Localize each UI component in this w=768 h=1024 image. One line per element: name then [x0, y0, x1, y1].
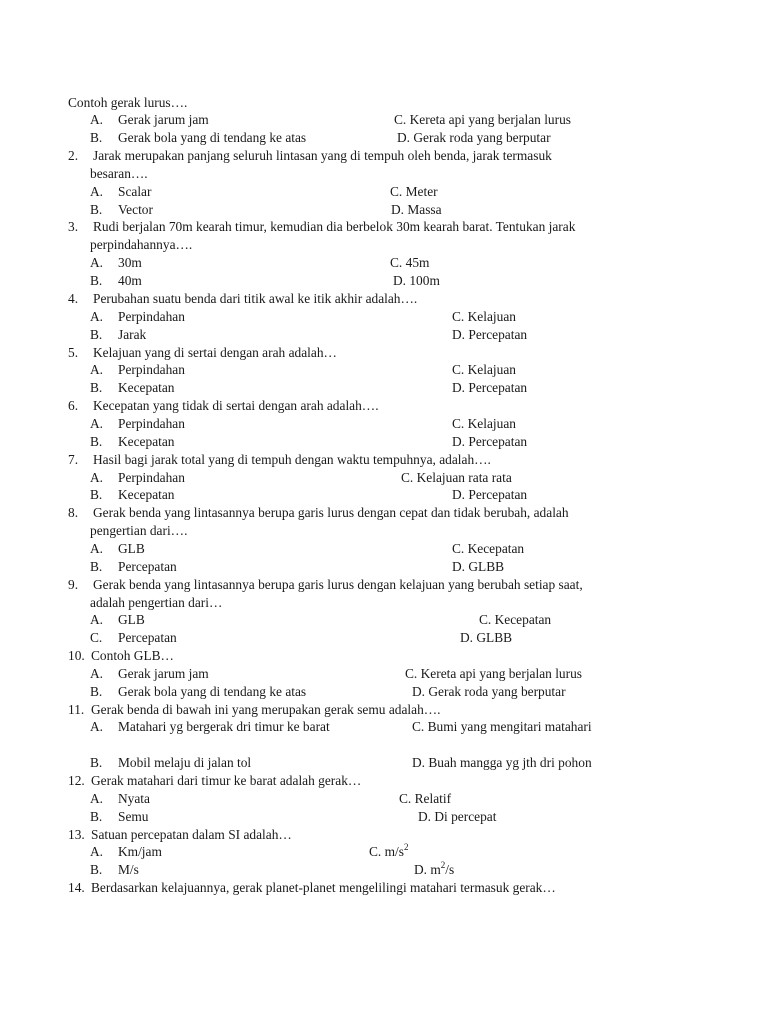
option-d: D. 100m — [393, 273, 440, 288]
question-5 — [0, 344, 768, 362]
question-number: 9. — [68, 577, 79, 592]
option-row — [0, 469, 768, 487]
option-a: Gerak jarum jam — [118, 666, 209, 681]
option-c: C. Kelajuan — [452, 416, 516, 431]
option-b: Semu — [118, 809, 149, 824]
option-a: Gerak jarum jam — [118, 112, 209, 127]
option-d: D. Buah mangga yg jth dri pohon — [412, 755, 592, 770]
question-stem: Jarak merupakan panjang seluruh lintasan yang di tempuh oleh benda, jarak termasuk — [93, 148, 552, 163]
option-a: Nyata — [118, 791, 150, 806]
option-d: D. Massa — [391, 202, 442, 217]
question-stem: Kecepatan yang tidak di sertai dengan arah adalah…. — [93, 398, 379, 413]
option-b: Gerak bola yang di tendang ke atas — [118, 684, 307, 699]
question-2 — [0, 147, 768, 165]
option-letter: B. — [90, 273, 103, 288]
option-row — [0, 808, 768, 826]
option-row — [0, 486, 768, 504]
option-b: Kecepatan — [118, 380, 175, 395]
option-letter: B. — [90, 809, 103, 824]
option-row — [0, 254, 768, 272]
question-number: 12. — [68, 773, 85, 788]
option-letter: B. — [90, 487, 103, 502]
question-8 — [0, 504, 768, 522]
option-row — [0, 540, 768, 558]
option-a: Km/jam — [118, 844, 162, 859]
option-row — [0, 843, 768, 861]
option-letter: B. — [90, 559, 103, 574]
question-stem: Gerak benda yang lintasannya berupa garis lurus dengan kelajuan yang berubah setiap saat, — [93, 577, 583, 592]
option-d: D. Percepatan — [452, 327, 528, 342]
question-number: 8. — [68, 505, 79, 520]
question-10 — [0, 647, 768, 665]
option-c: C. Kelajuan — [452, 362, 516, 377]
question-3 — [0, 218, 768, 236]
option-c: C. Kecepatan — [479, 612, 552, 627]
option-c: C. Bumi yang mengitari matahari — [412, 719, 592, 734]
question-14 — [0, 879, 768, 897]
question-stem-cont: pengertian dari…. — [90, 523, 188, 538]
option-letter: B. — [90, 755, 103, 770]
option-c: C. Kelajuan rata rata — [401, 470, 512, 485]
option-a: GLB — [118, 612, 145, 627]
option-d: D. Gerak roda yang berputar — [412, 684, 566, 699]
option-row — [0, 629, 768, 647]
option-letter: A. — [90, 719, 104, 734]
option-row — [0, 379, 768, 397]
question-7 — [0, 451, 768, 469]
question-stem: Gerak matahari dari timur ke barat adalah gerak… — [91, 773, 362, 788]
question-number: 7. — [68, 452, 79, 467]
question-stem: Kelajuan yang di sertai dengan arah adalah… — [93, 345, 337, 360]
question-4 — [0, 290, 768, 308]
question-number: 2. — [68, 148, 79, 163]
option-letter: A. — [90, 416, 104, 431]
option-b: Kecepatan — [118, 434, 175, 449]
question-1 — [0, 94, 768, 112]
option-d: D. Percepatan — [452, 380, 528, 395]
option-row — [0, 183, 768, 201]
option-row — [0, 361, 768, 379]
question-stem: Hasil bagi jarak total yang di tempuh dengan waktu tempuhnya, adalah…. — [93, 452, 491, 467]
question-stem: Berdasarkan kelajuannya, gerak planet-planet mengelilingi matahari termasuk gerak… — [91, 880, 556, 895]
question-stem: Rudi berjalan 70m kearah timur, kemudian dia berbelok 30m kearah barat. Tentukan jarak — [93, 219, 576, 234]
question-13 — [0, 826, 768, 844]
option-a: 30m — [118, 255, 142, 270]
option-b: Gerak bola yang di tendang ke atas — [118, 130, 307, 145]
option-row — [0, 683, 768, 701]
option-b: Mobil melaju di jalan tol — [118, 755, 252, 770]
option-letter: B. — [90, 434, 103, 449]
option-c: C. Meter — [390, 184, 438, 199]
option-c: C. $m/s^2$ — [369, 841, 409, 859]
option-c: C. Relatif — [399, 791, 452, 806]
question-stem-continuation — [0, 594, 768, 612]
question-stem-cont: besaran…. — [90, 166, 148, 181]
question-9 — [0, 576, 768, 594]
question-6 — [0, 397, 768, 415]
option-row — [0, 754, 768, 772]
option-letter: B. — [90, 380, 103, 395]
option-letter: A. — [90, 791, 104, 806]
option-letter: B. — [90, 862, 103, 877]
option-a: Perpindahan — [118, 416, 185, 431]
option-letter: A. — [90, 184, 104, 199]
option-letter: A. — [90, 362, 104, 377]
option-letter: A. — [90, 255, 104, 270]
option-row — [0, 790, 768, 808]
option-a: GLB — [118, 541, 145, 556]
option-letter: B. — [90, 202, 103, 217]
question-stem-continuation — [0, 165, 768, 183]
option-c: C. 45m — [390, 255, 430, 270]
question-number: 4. — [68, 291, 79, 306]
option-a: Matahari yg bergerak dri timur ke barat — [118, 719, 330, 734]
option-d: D. Percepatan — [452, 487, 528, 502]
option-letter: A. — [90, 612, 104, 627]
option-row — [0, 326, 768, 344]
option-b: Percepatan — [118, 559, 177, 574]
option-d: D. $m^2/s$ — [414, 859, 455, 877]
option-b: Jarak — [118, 327, 147, 342]
question-12 — [0, 772, 768, 790]
option-letter: A. — [90, 112, 104, 127]
option-letter: A. — [90, 470, 104, 485]
option-b: Vector — [118, 202, 153, 217]
question-number: 3. — [68, 219, 79, 234]
option-letter: A. — [90, 844, 104, 859]
option-c: C. Kereta api yang berjalan lurus — [394, 112, 571, 127]
option-letter: B. — [90, 130, 103, 145]
question-stem-continuation — [0, 522, 768, 540]
question-stem-cont: perpindahannya…. — [90, 237, 193, 252]
option-letter: A. — [90, 541, 104, 556]
question-stem-continuation — [0, 236, 768, 254]
question-stem: Perubahan suatu benda dari titik awal ke itik akhir adalah…. — [93, 291, 418, 306]
option-row — [0, 558, 768, 576]
option-b: Kecepatan — [118, 487, 175, 502]
option-row — [0, 665, 768, 683]
option-row — [0, 111, 768, 129]
question-number: 6. — [68, 398, 79, 413]
option-d: D. Di percepat — [418, 809, 497, 824]
superscript: 2 — [403, 841, 409, 852]
option-row — [0, 272, 768, 290]
question-number: 14. — [68, 880, 85, 895]
option-d: D. GLBB — [460, 630, 513, 645]
question-stem: Gerak benda yang lintasannya berupa garis lurus dengan cepat dan tidak berubah, adalah — [93, 505, 569, 520]
option-row — [0, 201, 768, 219]
option-b: 40m — [118, 273, 142, 288]
option-d: D. GLBB — [452, 559, 505, 574]
option-letter: B. — [90, 684, 103, 699]
option-row — [0, 308, 768, 326]
question-stem: Gerak benda di bawah ini yang merupakan gerak semu adalah…. — [91, 702, 441, 717]
option-row — [0, 129, 768, 147]
option-row — [0, 861, 768, 879]
option-row — [0, 433, 768, 451]
option-a: Perpindahan — [118, 362, 185, 377]
option-c: C. Kecepatan — [452, 541, 525, 556]
question-11 — [0, 701, 768, 719]
option-row — [0, 718, 768, 736]
option-a: Scalar — [118, 184, 152, 199]
option-d: D. Gerak roda yang berputar — [397, 130, 551, 145]
question-stem-cont: adalah pengertian dari… — [90, 595, 223, 610]
option-a: Perpindahan — [118, 309, 185, 324]
option-a: Perpindahan — [118, 470, 185, 485]
question-stem: Satuan percepatan dalam SI adalah… — [91, 827, 292, 842]
option-letter: B. — [90, 327, 103, 342]
question-number: 10. — [68, 648, 85, 663]
option-b: M/s — [118, 862, 139, 877]
option-d: D. Percepatan — [452, 434, 528, 449]
question-number: 5. — [68, 345, 79, 360]
option-letter: C. — [90, 630, 103, 645]
option-letter: A. — [90, 666, 104, 681]
question-number: 11. — [68, 702, 85, 717]
option-row — [0, 611, 768, 629]
option-b: Percepatan — [118, 630, 177, 645]
superscript: 2 — [440, 859, 446, 870]
question-stem: Contoh gerak lurus…. — [68, 95, 188, 110]
question-stem: Contoh GLB… — [91, 648, 174, 663]
option-c: C. Kereta api yang berjalan lurus — [405, 666, 582, 681]
question-number: 13. — [68, 827, 85, 842]
option-letter: A. — [90, 309, 104, 324]
option-row — [0, 415, 768, 433]
option-c: C. Kelajuan — [452, 309, 516, 324]
